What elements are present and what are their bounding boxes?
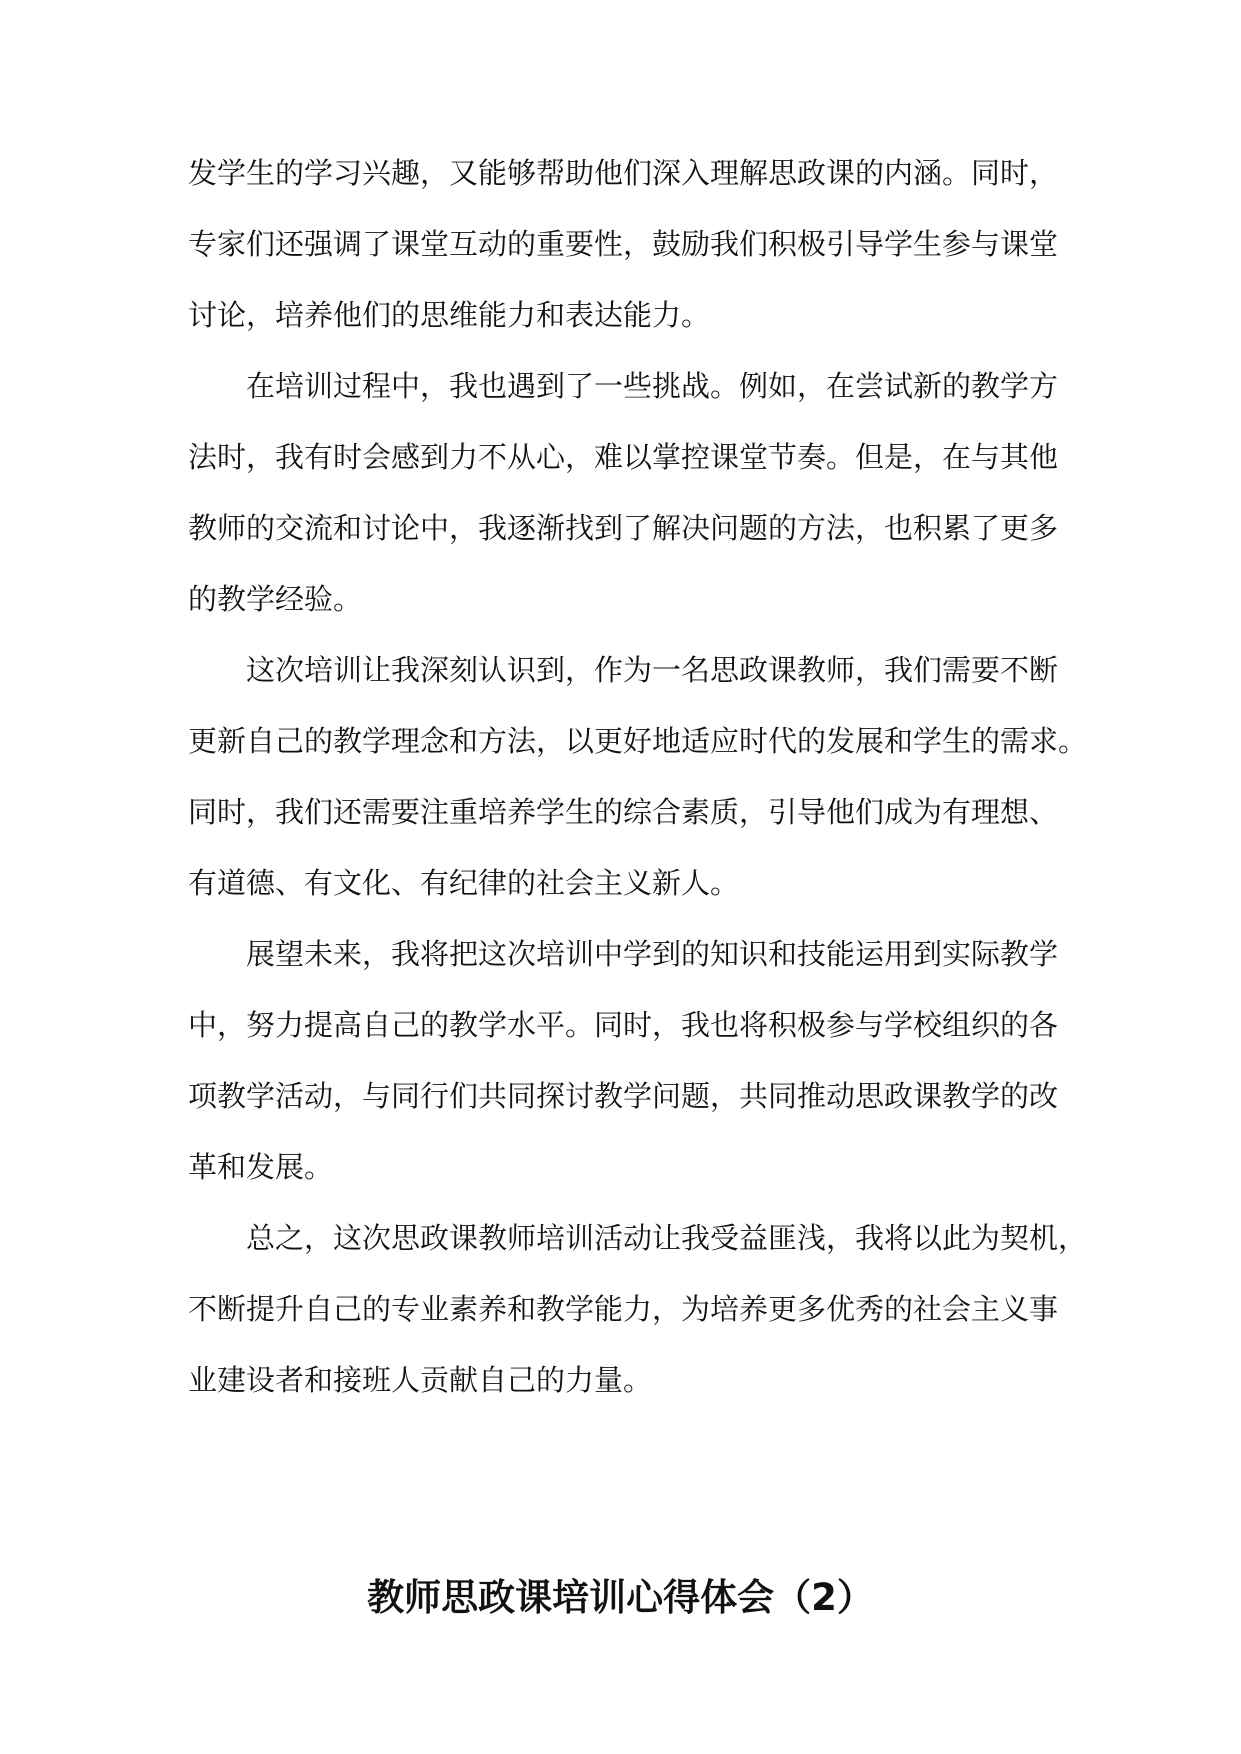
text-line: 有道德、有文化、有纪律的社会主义新人。 — [188, 866, 740, 900]
text-line: 同时，我们还需要注重培养学生的综合素质，引导他们成为有理想、 — [188, 795, 1059, 829]
text-line: 不断提升自己的专业素养和教学能力，为培养更多优秀的社会主义事 — [188, 1292, 1059, 1326]
text-line: 的教学经验。 — [188, 582, 363, 616]
section-title: 教师思政课培训心得体会（2） — [367, 1576, 874, 1619]
body-text — [188, 138, 1088, 1416]
text-line: 总之，这次思政课教师培训活动让我受益匪浅，我将以此为契机， — [246, 1221, 1088, 1255]
text-line: 法时，我有时会感到力不从心，难以掌控课堂节奏。但是，在与其他 — [188, 440, 1059, 474]
text-line: 展望未来，我将把这次培训中学到的知识和技能运用到实际教学 — [246, 937, 1059, 971]
text-line: 项教学活动，与同行们共同探讨教学问题，共同推动思政课教学的改 — [188, 1079, 1059, 1113]
text-line: 中，努力提高自己的教学水平。同时，我也将积极参与学校组织的各 — [188, 1008, 1059, 1042]
text-line: 专家们还强调了课堂互动的重要性，鼓励我们积极引导学生参与课堂 — [188, 227, 1059, 261]
text-line: 发学生的学习兴趣，又能够帮助他们深入理解思政课的内涵。同时， — [188, 156, 1059, 190]
text-line: 讨论，培养他们的思维能力和表达能力。 — [188, 298, 711, 332]
text-line: 更新自己的教学理念和方法，以更好地适应时代的发展和学生的需求。 — [188, 724, 1088, 758]
text-line: 在培训过程中，我也遇到了一些挑战。例如，在尝试新的教学方 — [246, 369, 1059, 403]
text-line: 革和发展。 — [188, 1150, 334, 1184]
text-line: 教师的交流和讨论中，我逐渐找到了解决问题的方法，也积累了更多 — [188, 511, 1059, 545]
text-line: 业建设者和接班人贡献自己的力量。 — [188, 1363, 653, 1397]
text-line: 这次培训让我深刻认识到，作为一名思政课教师，我们需要不断 — [246, 653, 1059, 687]
